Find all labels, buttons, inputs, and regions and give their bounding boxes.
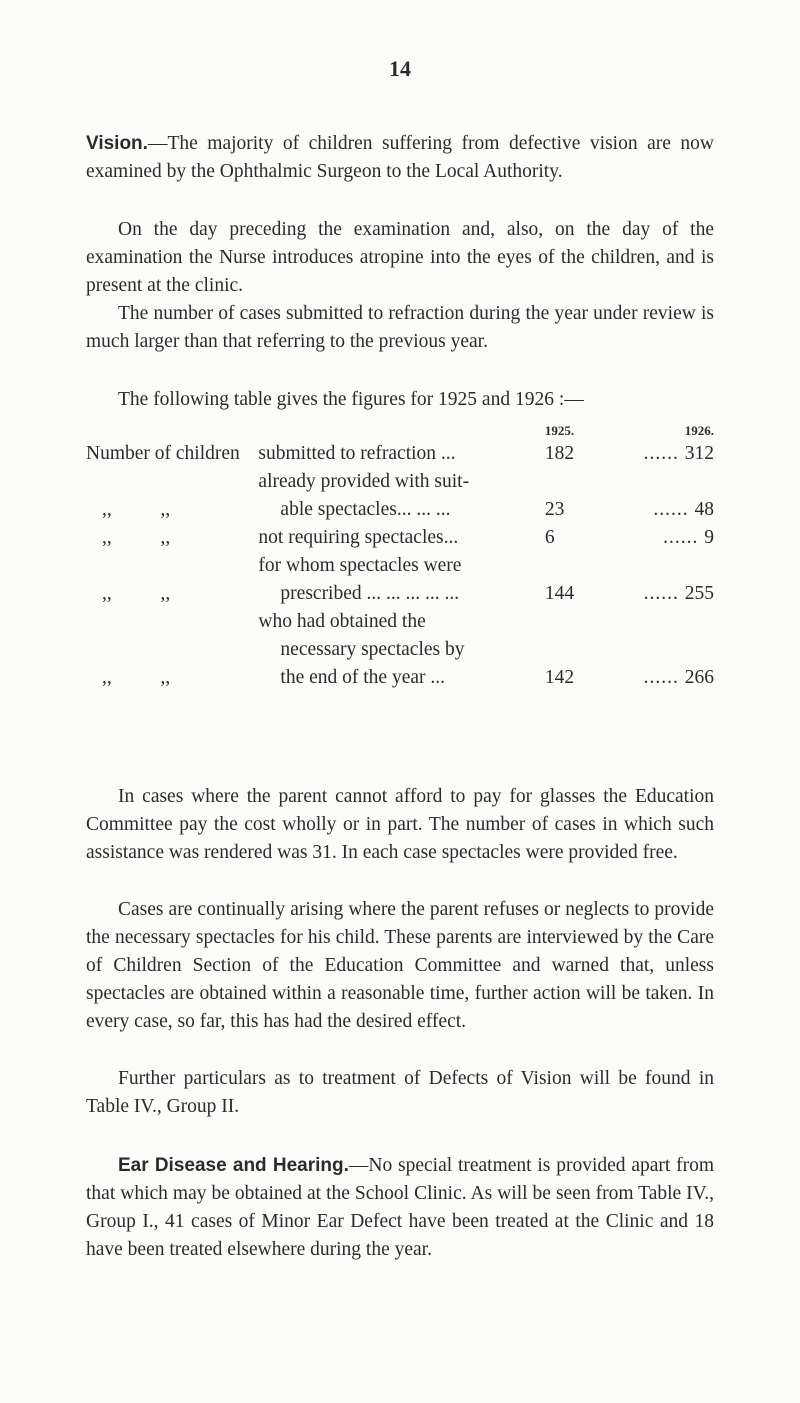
value-1925: 182 xyxy=(544,443,575,464)
row-label: ,, ,, xyxy=(102,499,171,520)
value-1926-text: 312 xyxy=(684,443,714,464)
row-desc-line: who had obtained the xyxy=(258,611,426,632)
value-1925: 23 xyxy=(544,499,565,520)
page-number: 14 xyxy=(389,56,411,81)
value-1926-text: 48 xyxy=(694,499,714,520)
value-1925: 144 xyxy=(544,583,575,604)
row-desc: submitted to refraction ... xyxy=(258,443,456,464)
year-1925: 1925. xyxy=(544,423,575,438)
glasses-cost-paragraph: In cases where the parent cannot afford to pay for glasses the Education Committee pay the cost wholly or in part. The number of cases in which such assistance was rendered was 31. In each case spectacles were provided free. xyxy=(86,786,714,863)
value-1926 xyxy=(613,440,714,468)
atropine-paragraph: On the day preceding the examination and, also, on the day of the examination the Nurse introduces atropine into the eyes of the children, and is present at the clinic. xyxy=(86,219,714,296)
value-1925: 142 xyxy=(544,667,575,688)
value-1926-text: 9 xyxy=(704,527,714,548)
row-desc-line: able spectacles... ... ... xyxy=(280,499,451,520)
row-label: Number of children xyxy=(86,443,240,464)
table-header-row xyxy=(86,422,714,440)
row-label: ,, ,, xyxy=(102,583,171,604)
row-desc-line: necessary spectacles by xyxy=(280,639,465,660)
row-desc xyxy=(258,608,534,692)
further-particulars-paragraph: Further particulars as to treatment of Defects of Vision will be found in Table IV., Group II. xyxy=(86,1068,714,1117)
row-desc-line: for whom spectacles were xyxy=(258,555,462,576)
refraction-paragraph: The number of cases submitted to refraction during the year under review is much larger than that referring to the previous year. xyxy=(86,303,714,352)
figures-table xyxy=(86,422,714,692)
ear-text: —No special treatment is provided apart from that which may be obtained at the School Clinic. As will be seen from Table IV., Group I., 41 cases of Minor Ear Defect have been treated at the Clinic and 18 have been treated elsewhere during the year. xyxy=(86,1155,714,1260)
row-desc xyxy=(258,468,534,524)
neglect-paragraph: Cases are continually arising where the parent refuses or neglects to provide the necessary spectacles for his child. These parents are interviewed by the Care of Children Section of the Education Committee and warned that, unless spectacles are obtained within a reasonable time, further action will be taken. In every case, so far, this has had the desired effect. xyxy=(86,899,714,1032)
vision-paragraph xyxy=(86,130,714,186)
row-desc-line: prescribed ... ... ... ... ... xyxy=(280,583,460,604)
value-1926 xyxy=(613,552,714,608)
row-label: ,, ,, xyxy=(102,527,171,548)
value-1926 xyxy=(613,468,714,524)
table-intro: The following table gives the figures for 1925 and 1926 :— xyxy=(118,389,584,410)
value-1926-text: 266 xyxy=(684,667,714,688)
row-label: ,, ,, xyxy=(102,667,171,688)
value-1926 xyxy=(613,524,714,552)
year-1926: 1926. xyxy=(684,423,714,438)
ear-paragraph xyxy=(86,1152,714,1264)
vision-heading: Vision. xyxy=(86,133,148,154)
value-1926-text: 255 xyxy=(684,583,714,604)
row-desc: not requiring spectacles... xyxy=(258,527,459,548)
table-row xyxy=(86,440,714,468)
vision-text: —The majority of children suffering from defective vision are now examined by the Ophthalmic Surgeon to the Local Authority. xyxy=(86,133,714,182)
value-1925: 6 xyxy=(544,527,555,548)
table-row xyxy=(86,468,714,524)
table-row xyxy=(86,524,714,552)
row-desc-line: the end of the year ... xyxy=(280,667,446,688)
ear-heading: Ear Disease and Hearing. xyxy=(118,1155,349,1176)
row-desc-line: already provided with suit- xyxy=(258,471,470,492)
row-desc xyxy=(258,552,534,608)
table-row xyxy=(86,552,714,608)
value-1926 xyxy=(613,608,714,692)
table-row xyxy=(86,608,714,692)
